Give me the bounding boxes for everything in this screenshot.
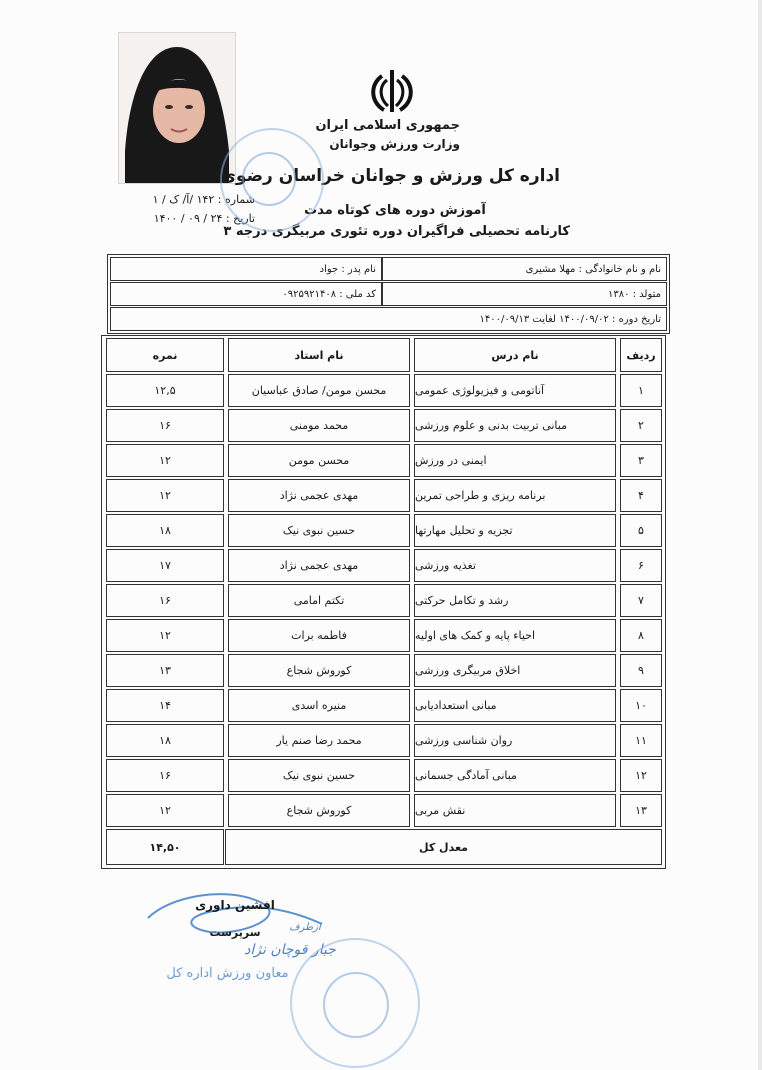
row-teacher: مهدی عجمی نژاد	[228, 479, 410, 512]
row-radif: ۱۳	[620, 794, 662, 827]
row-course: احیاء پایه و کمک های اولیه	[414, 619, 616, 652]
row-grade: ۱۸	[106, 514, 224, 547]
official-stamp	[290, 938, 420, 1068]
signatory-name: افشین داوری	[195, 898, 275, 912]
table-total-row	[102, 829, 665, 866]
row-course: تجزیه و تحلیل مهارتها	[414, 514, 616, 547]
row-radif: ۷	[620, 584, 662, 617]
student-info-box	[107, 254, 670, 334]
row-course: نقش مربی	[414, 794, 616, 827]
row-course: آناتومی و فیزیولوژی عمومی	[414, 374, 616, 407]
row-grade: ۱۷	[106, 549, 224, 582]
father-name: نام پدر : جواد	[110, 257, 382, 281]
row-radif: ۵	[620, 514, 662, 547]
table-header	[102, 338, 665, 374]
row-teacher: مهدی عجمی نژاد	[228, 549, 410, 582]
row-teacher: حسین نبوی نیک	[228, 514, 410, 547]
row-course: تغذیه ورزشی	[414, 549, 616, 582]
row-grade: ۱۲	[106, 619, 224, 652]
row-grade: ۱۸	[106, 724, 224, 757]
row-grade: ۱۲	[106, 794, 224, 827]
row-course: مبانی آمادگی جسمانی	[414, 759, 616, 792]
row-grade: ۱۶	[106, 759, 224, 792]
table-row	[102, 444, 665, 479]
row-radif: ۶	[620, 549, 662, 582]
row-grade: ۱۶	[106, 409, 224, 442]
row-radif: ۸	[620, 619, 662, 652]
transcript-title: کارنامه تحصیلی فراگیران دوره تئوری مربیگری درجه ۳	[223, 224, 570, 239]
header-course: نام درس	[414, 338, 616, 372]
row-course: برنامه ریزی و طراحی تمرین	[414, 479, 616, 512]
total-average-label: معدل کل	[225, 829, 662, 865]
row-course: مبانی تربیت بدنی و علوم ورزشی	[414, 409, 616, 442]
department-title: اداره کل ورزش و جوانان خراسان رضوی	[220, 166, 560, 186]
table-row	[102, 479, 665, 514]
iran-emblem	[366, 66, 418, 116]
row-radif: ۲	[620, 409, 662, 442]
row-teacher: حسین نبوی نیک	[228, 759, 410, 792]
row-teacher: کوروش شجاع	[228, 654, 410, 687]
signatory-title: سرپرست	[209, 926, 261, 939]
row-radif: ۱۱	[620, 724, 662, 757]
page-edge	[758, 0, 762, 1070]
deputy-name: جبار قوچان نژاد	[244, 942, 336, 958]
course-type: آموزش دوره های کوتاه مدت	[304, 203, 486, 218]
row-teacher: تکتم امامی	[228, 584, 410, 617]
row-grade: ۱۶	[106, 584, 224, 617]
grades-table	[101, 335, 666, 869]
student-name: نام و نام خانوادگی : مهلا مشیری	[382, 257, 667, 281]
table-row	[102, 584, 665, 619]
letter-date: تاریخ : ۲۴ / ۰۹ / ۱۴۰۰	[153, 212, 255, 225]
ministry-heading: وزارت ورزش وجوانان	[329, 137, 460, 151]
row-teacher: فاطمه برات	[228, 619, 410, 652]
row-radif: ۱۲	[620, 759, 662, 792]
row-teacher: محمد مومنی	[228, 409, 410, 442]
course-period: تاریخ دوره : ۱۴۰۰/۰۹/۰۲ لغایت ۱۴۰۰/۰۹/۱۳	[110, 307, 667, 331]
header-teacher: نام استاد	[228, 338, 410, 372]
row-course: ایمنی در ورزش	[414, 444, 616, 477]
row-course: روان شناسی ورزشی	[414, 724, 616, 757]
row-radif: ۱۰	[620, 689, 662, 722]
row-radif: ۱	[620, 374, 662, 407]
row-course: مبانی استعدادیابی	[414, 689, 616, 722]
letter-number: شماره : ۱۴۲ /آ/ ک / ۱	[152, 193, 255, 206]
table-row	[102, 794, 665, 829]
row-course: اخلاق مربیگری ورزشی	[414, 654, 616, 687]
table-row	[102, 689, 665, 724]
row-teacher: محمد رضا صنم یار	[228, 724, 410, 757]
republic-heading: جمهوری اسلامی ایران	[315, 118, 460, 133]
header-grade: نمره	[106, 338, 224, 372]
row-teacher: محسن مومن	[228, 444, 410, 477]
table-row	[102, 549, 665, 584]
on-behalf-of: ازطرف	[289, 922, 321, 933]
row-teacher: منیره اسدی	[228, 689, 410, 722]
row-radif: ۴	[620, 479, 662, 512]
table-row	[102, 514, 665, 549]
table-row	[102, 374, 665, 409]
total-average-value: ۱۴,۵۰	[106, 829, 224, 865]
row-grade: ۱۲	[106, 444, 224, 477]
row-radif: ۳	[620, 444, 662, 477]
row-radif: ۹	[620, 654, 662, 687]
birth-year: متولد : ۱۳۸۰	[382, 282, 667, 306]
national-id: کد ملی : ۰۹۲۵۹۲۱۴۰۸	[110, 282, 382, 306]
row-grade: ۱۳	[106, 654, 224, 687]
table-row	[102, 409, 665, 444]
row-course: رشد و تکامل حرکتی	[414, 584, 616, 617]
student-photo	[118, 32, 236, 184]
row-teacher: کوروش شجاع	[228, 794, 410, 827]
row-grade: ۱۴	[106, 689, 224, 722]
row-grade: ۱۲,۵	[106, 374, 224, 407]
table-row	[102, 759, 665, 794]
header-radif: ردیف	[620, 338, 662, 372]
table-row	[102, 724, 665, 759]
table-row	[102, 654, 665, 689]
deputy-title: معاون ورزش اداره کل	[166, 966, 289, 981]
row-grade: ۱۲	[106, 479, 224, 512]
official-stamp	[220, 128, 324, 232]
row-teacher: محسن مومن/ صادق عباسیان	[228, 374, 410, 407]
table-row	[102, 619, 665, 654]
